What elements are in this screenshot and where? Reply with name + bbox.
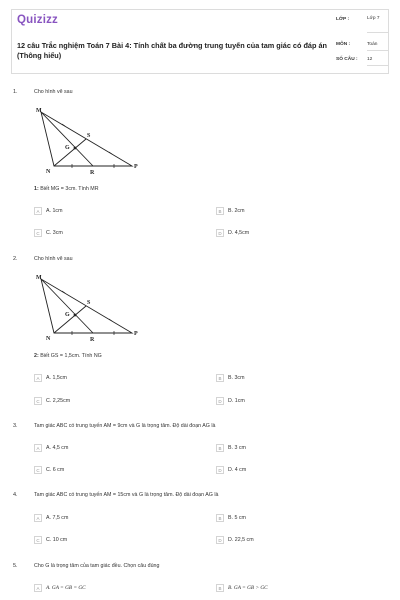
option-letter: B bbox=[216, 207, 224, 215]
question-text: Cho hình vẽ sau bbox=[34, 89, 73, 95]
answer-option[interactable]: D D. 4,5cm bbox=[216, 228, 249, 238]
option-letter: D bbox=[216, 466, 224, 474]
label-n: N bbox=[46, 169, 51, 175]
question-number: 2. bbox=[13, 256, 18, 262]
triangle-figure bbox=[34, 104, 144, 176]
worksheet-header bbox=[11, 9, 389, 74]
label-r: R bbox=[90, 337, 95, 343]
option-letter: D bbox=[216, 536, 224, 544]
label-s: S bbox=[87, 300, 91, 306]
answer-option[interactable]: B B. GA = GB > GC bbox=[216, 583, 268, 593]
option-letter: A bbox=[34, 207, 42, 215]
option-letter: D bbox=[216, 397, 224, 405]
count-label: SỐ CÂU : bbox=[336, 57, 358, 62]
answer-option[interactable]: B B. 3cm bbox=[216, 373, 244, 383]
subject-label: MÔN : bbox=[336, 42, 351, 47]
class-label: LỚP : bbox=[336, 17, 350, 22]
label-m: M bbox=[36, 275, 42, 281]
answer-option[interactable]: C C. 10 cm bbox=[34, 535, 67, 545]
label-n: N bbox=[46, 336, 51, 342]
answer-option[interactable]: A A. GA = GB = GC bbox=[34, 583, 86, 593]
subject-value: Toán bbox=[367, 42, 378, 47]
triangle-figure bbox=[34, 271, 144, 343]
question-number: 5. bbox=[13, 563, 18, 569]
option-letter: C bbox=[34, 229, 42, 237]
question-text: Tam giác ABC có trung tuyến AM = 15cm và G là trọng tâm. Độ dài đoạn AG là bbox=[34, 492, 219, 498]
answer-option[interactable]: B B. 2cm bbox=[216, 206, 244, 216]
sub-question: 1: Biết MG = 3cm. Tính MR bbox=[34, 186, 99, 192]
answer-option[interactable]: A A. 1,5cm bbox=[34, 373, 67, 383]
sub-question: 2: Biết GS = 1,5cm. Tính NG bbox=[34, 353, 102, 359]
option-letter: B bbox=[216, 584, 224, 592]
question-text: Tam giác ABC có trung tuyến AM = 9cm và G là trọng tâm. Độ dài đoạn AG là bbox=[34, 423, 216, 429]
label-s: S bbox=[87, 133, 91, 139]
quizizz-logo: Quizizz bbox=[17, 14, 59, 26]
option-letter: C bbox=[34, 536, 42, 544]
option-letter: A bbox=[34, 584, 42, 592]
answer-option[interactable]: B B. 3 cm bbox=[216, 443, 246, 453]
option-letter: B bbox=[216, 374, 224, 382]
option-letter: A bbox=[34, 374, 42, 382]
answer-option[interactable]: C C. 2,25cm bbox=[34, 396, 70, 406]
answer-option[interactable]: B B. 5 cm bbox=[216, 513, 246, 523]
label-p: P bbox=[134, 164, 138, 170]
worksheet-title: 12 câu Trắc nghiệm Toán 7 Bài 4: Tính chất ba đường trung tuyến của tam giác có đáp án (Thông hiểu) bbox=[17, 41, 327, 60]
label-p: P bbox=[134, 331, 138, 337]
option-letter: A bbox=[34, 514, 42, 522]
option-letter: B bbox=[216, 444, 224, 452]
question-number: 4. bbox=[13, 492, 18, 498]
class-value: Lớp 7 bbox=[367, 16, 380, 21]
divider bbox=[367, 50, 388, 51]
answer-option[interactable]: C C. 6 cm bbox=[34, 465, 64, 475]
question-text: Cho G là trọng tâm của tam giác đều. Chọn câu đúng bbox=[34, 563, 160, 569]
answer-option[interactable]: A A. 4,5 cm bbox=[34, 443, 68, 453]
question-text: Cho hình vẽ sau bbox=[34, 256, 73, 262]
divider bbox=[367, 32, 388, 33]
label-r: R bbox=[90, 170, 95, 176]
option-letter: C bbox=[34, 466, 42, 474]
option-letter: C bbox=[34, 397, 42, 405]
option-letter: A bbox=[34, 444, 42, 452]
label-m: M bbox=[36, 108, 42, 114]
answer-option[interactable]: A A. 7,5 cm bbox=[34, 513, 68, 523]
answer-option[interactable]: D D. 4 cm bbox=[216, 465, 246, 475]
answer-option[interactable]: C C. 3cm bbox=[34, 228, 63, 238]
option-letter: B bbox=[216, 514, 224, 522]
question-number: 1. bbox=[13, 89, 18, 95]
label-g: G bbox=[65, 312, 70, 318]
answer-option[interactable]: D D. 1cm bbox=[216, 396, 245, 406]
answer-option[interactable]: D D. 22,5 cm bbox=[216, 535, 254, 545]
question-number: 3. bbox=[13, 423, 18, 429]
answer-option[interactable]: A A. 1cm bbox=[34, 206, 62, 216]
count-value: 12 bbox=[367, 57, 373, 62]
divider bbox=[367, 65, 388, 66]
label-g: G bbox=[65, 145, 70, 151]
option-letter: D bbox=[216, 229, 224, 237]
